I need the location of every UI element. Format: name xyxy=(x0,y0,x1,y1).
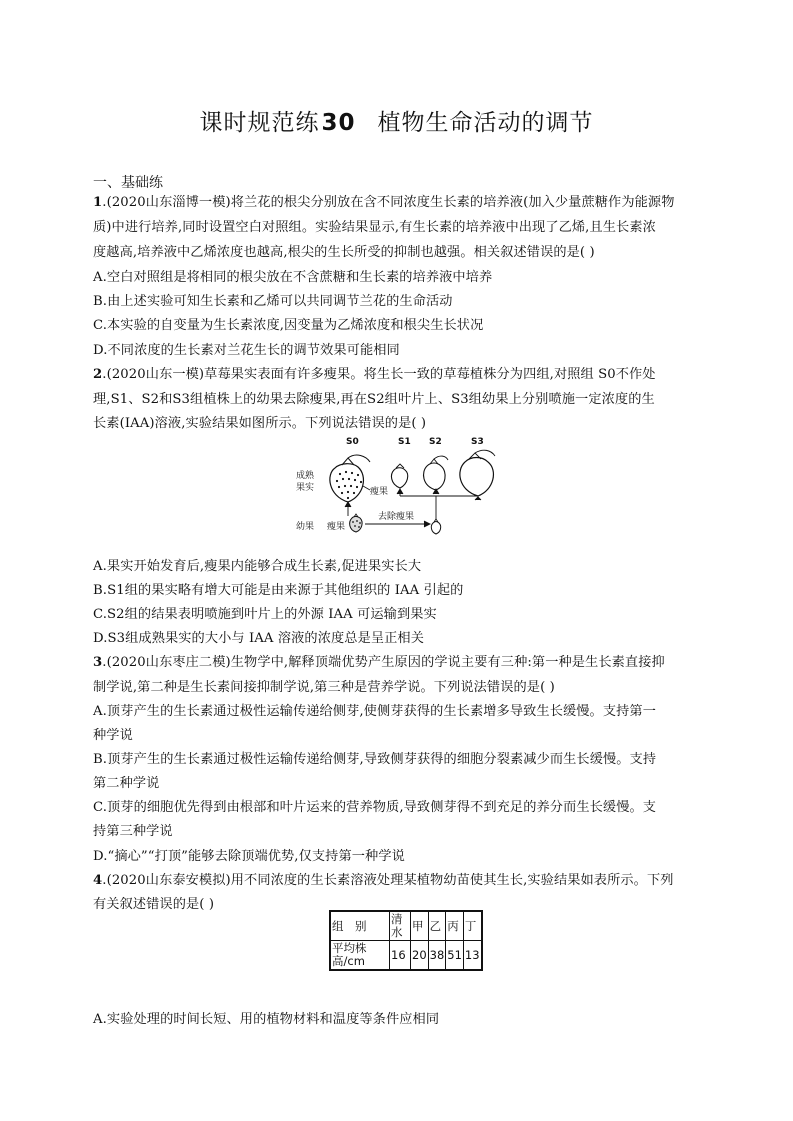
q3-line: 制学说,第二种是生长素间接抑制学说,第三种是营养学说。下列说法错误的是( ) xyxy=(93,680,555,695)
q2-line: 理,S1、S2和S3组植株上的幼果去除瘦果,再在S2组叶片上、S3组幼果上分别喷施一定浓度的生 xyxy=(93,392,655,407)
table-header-cell: 甲 xyxy=(411,911,429,941)
title-subtitle: 植物生命活动的调节 xyxy=(377,110,594,136)
q4-line xyxy=(93,869,674,888)
figure-achene-label-2: 瘦果 xyxy=(327,522,346,532)
q2-option-c: C.S2组的结果表明喷施到叶片上的外源 IAA 可运输到果实 xyxy=(93,607,437,622)
title-number: 30 xyxy=(321,110,356,136)
question-number: 3 xyxy=(93,655,103,670)
s2-strawberry-icon xyxy=(424,456,448,490)
q4-option-a: A.实验处理的时间长短、用的植物材料和温度等条件应相同 xyxy=(93,1012,440,1027)
q2-option-a: A.果实开始发育后,瘦果内能够合成生长素,促进果实长大 xyxy=(93,559,422,574)
s0-strawberry-icon xyxy=(330,455,370,502)
q2-line xyxy=(93,363,656,382)
q1-line: 质)中进行培养,同时设置空白对照组。实验结果显示,有生长素的培养液中出现了乙烯,且生长素浓 xyxy=(93,220,656,235)
table-cell: 51 xyxy=(446,941,464,971)
table-header-cell: 丁 xyxy=(463,911,481,941)
q2-line: 长素(IAA)溶液,实验结果如图所示。下列说法错误的是( ) xyxy=(93,416,427,431)
q3-option-c: C.顶芽的细胞优先得到由根部和叶片运来的营养物质,导致侧芽得不到充足的养分而生长缓慢。支 xyxy=(93,800,657,815)
young-fruit-removed-icon xyxy=(431,519,440,534)
q1-line xyxy=(93,191,674,210)
table-cell: 13 xyxy=(463,941,481,971)
q3-option-a-cont: 种学说 xyxy=(93,728,133,743)
q3-line xyxy=(93,651,665,670)
young-fruit-icon xyxy=(350,514,362,532)
question-number: 1 xyxy=(93,195,103,210)
q3-option-d: D.“摘心”“打顶”能够去除顶端优势,仅支持第一种学说 xyxy=(93,849,405,864)
figure-row-label-2: 果实 xyxy=(296,483,315,493)
q3-option-b: B.顶芽产生的生长素通过极性运输传递给侧芽,导致侧芽获得的细胞分裂素减少而生长缓慢。支持 xyxy=(93,752,657,767)
q4-text: .(2020山东泰安模拟)用不同浓度的生长素溶液处理某植物幼苗使其生长,实验结果如表所示。下列 xyxy=(102,873,674,888)
q3-option-c-cont: 持第三种学说 xyxy=(93,824,173,839)
figure-label-s2: S2 xyxy=(429,437,442,447)
results-table xyxy=(329,910,483,971)
figure-label-s0: S0 xyxy=(346,437,359,447)
table-header-cell: 丙 xyxy=(446,911,464,941)
question-number: 2 xyxy=(93,367,103,382)
figure-remove-label: 去除瘦果 xyxy=(378,512,415,522)
title-main: 课时规范练 xyxy=(199,110,320,136)
q1-option-a: A.空白对照组是将相同的根尖放在不含蔗糖和生长素的培养液中培养 xyxy=(93,270,493,285)
table-header-cell: 清水 xyxy=(390,911,411,941)
q2-option-d: D.S3组成熟果实的大小与 IAA 溶液的浓度总是呈正相关 xyxy=(93,631,425,646)
strawberry-figure xyxy=(290,434,510,544)
s3-strawberry-icon xyxy=(460,450,495,496)
section-heading: 一、基础练 xyxy=(93,175,163,191)
q1-text: .(2020山东淄博一模)将兰花的根尖分别放在含不同浓度生长素的培养液(加入少量蔗糖作为能源物 xyxy=(102,195,675,210)
table-header-cell: 乙 xyxy=(428,911,446,941)
figure-label-s1: S1 xyxy=(398,437,411,447)
q2-text: .(2020山东一模)草莓果实表面有许多瘦果。将生长一致的草莓植株分为四组,对照组 S0不作处 xyxy=(102,367,656,382)
table-row xyxy=(330,941,482,971)
q3-text: .(2020山东枣庄二模)生物学中,解释顶端优势产生原因的学说主要有三种:第一种是生长素直接抑 xyxy=(102,655,665,670)
q1-option-d: D.不同浓度的生长素对兰花生长的调节效果可能相同 xyxy=(93,343,400,358)
q4-line: 有关叙述错误的是( ) xyxy=(93,897,215,912)
page-title xyxy=(0,104,793,137)
figure-achene-label-1: 瘦果 xyxy=(370,487,389,497)
s1-strawberry-icon xyxy=(392,464,408,488)
table-cell: 20 xyxy=(411,941,429,971)
table-header-row xyxy=(330,911,482,941)
figure-young-fruit-label: 幼果 xyxy=(296,522,315,532)
q3-option-a: A.顶芽产生的生长素通过极性运输传递给侧芽,使侧芽获得的生长素增多导致生长缓慢。支持第一 xyxy=(93,704,656,719)
q2-option-b: B.S1组的果实略有增大可能是由来源于其他组织的 IAA 引起的 xyxy=(93,583,464,598)
q3-option-b-cont: 第二种学说 xyxy=(93,776,160,791)
table-cell: 16 xyxy=(390,941,411,971)
question-number: 4 xyxy=(93,873,103,888)
figure-label-s3: S3 xyxy=(471,437,484,447)
figure-row-label-1: 成熟 xyxy=(296,471,315,481)
q1-option-b: B.由上述实验可知生长素和乙烯可以共同调节兰花的生命活动 xyxy=(93,294,453,309)
q1-line: 度越高,培养液中乙烯浓度也越高,根尖的生长所受的抑制也越强。相关叙述错误的是( ) xyxy=(93,245,595,260)
table-header-cell: 组 别 xyxy=(330,911,390,941)
q1-option-c: C.本实验的自变量为生长素浓度,因变量为乙烯浓度和根尖生长状况 xyxy=(93,318,484,333)
table-cell: 平均株高/cm xyxy=(330,941,390,971)
table-cell: 38 xyxy=(428,941,446,971)
